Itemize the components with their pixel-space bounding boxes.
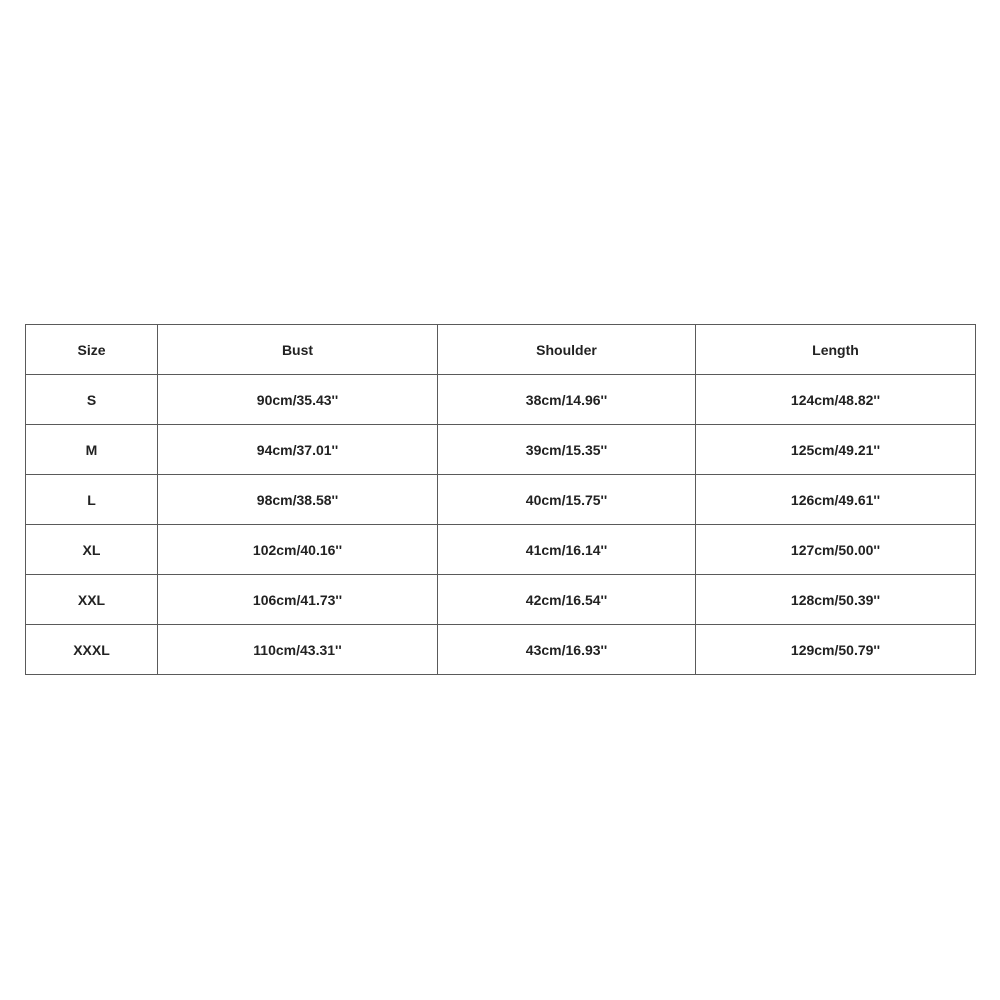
table-row: [26, 525, 976, 575]
cell-length: 129cm/50.79'': [696, 625, 976, 675]
header-length: Length: [696, 325, 976, 375]
cell-bust: 94cm/37.01'': [158, 425, 438, 475]
table-row: [26, 425, 976, 475]
cell-shoulder: 42cm/16.54'': [438, 575, 696, 625]
table-header-row: [26, 325, 976, 375]
header-bust: Bust: [158, 325, 438, 375]
cell-length: 125cm/49.21'': [696, 425, 976, 475]
header-shoulder: Shoulder: [438, 325, 696, 375]
table-row: [26, 375, 976, 425]
cell-shoulder: 38cm/14.96'': [438, 375, 696, 425]
cell-bust: 110cm/43.31'': [158, 625, 438, 675]
cell-length: 126cm/49.61'': [696, 475, 976, 525]
cell-length: 128cm/50.39'': [696, 575, 976, 625]
cell-bust: 106cm/41.73'': [158, 575, 438, 625]
header-size: Size: [26, 325, 158, 375]
cell-shoulder: 41cm/16.14'': [438, 525, 696, 575]
cell-size: S: [26, 375, 158, 425]
cell-length: 124cm/48.82'': [696, 375, 976, 425]
cell-bust: 90cm/35.43'': [158, 375, 438, 425]
cell-shoulder: 43cm/16.93'': [438, 625, 696, 675]
cell-length: 127cm/50.00'': [696, 525, 976, 575]
size-chart-table: [25, 324, 976, 675]
cell-shoulder: 40cm/15.75'': [438, 475, 696, 525]
table-row: [26, 575, 976, 625]
cell-bust: 102cm/40.16'': [158, 525, 438, 575]
table-row: [26, 475, 976, 525]
table-row: [26, 625, 976, 675]
cell-size: XXXL: [26, 625, 158, 675]
cell-size: L: [26, 475, 158, 525]
cell-size: M: [26, 425, 158, 475]
cell-bust: 98cm/38.58'': [158, 475, 438, 525]
cell-shoulder: 39cm/15.35'': [438, 425, 696, 475]
cell-size: XXL: [26, 575, 158, 625]
cell-size: XL: [26, 525, 158, 575]
